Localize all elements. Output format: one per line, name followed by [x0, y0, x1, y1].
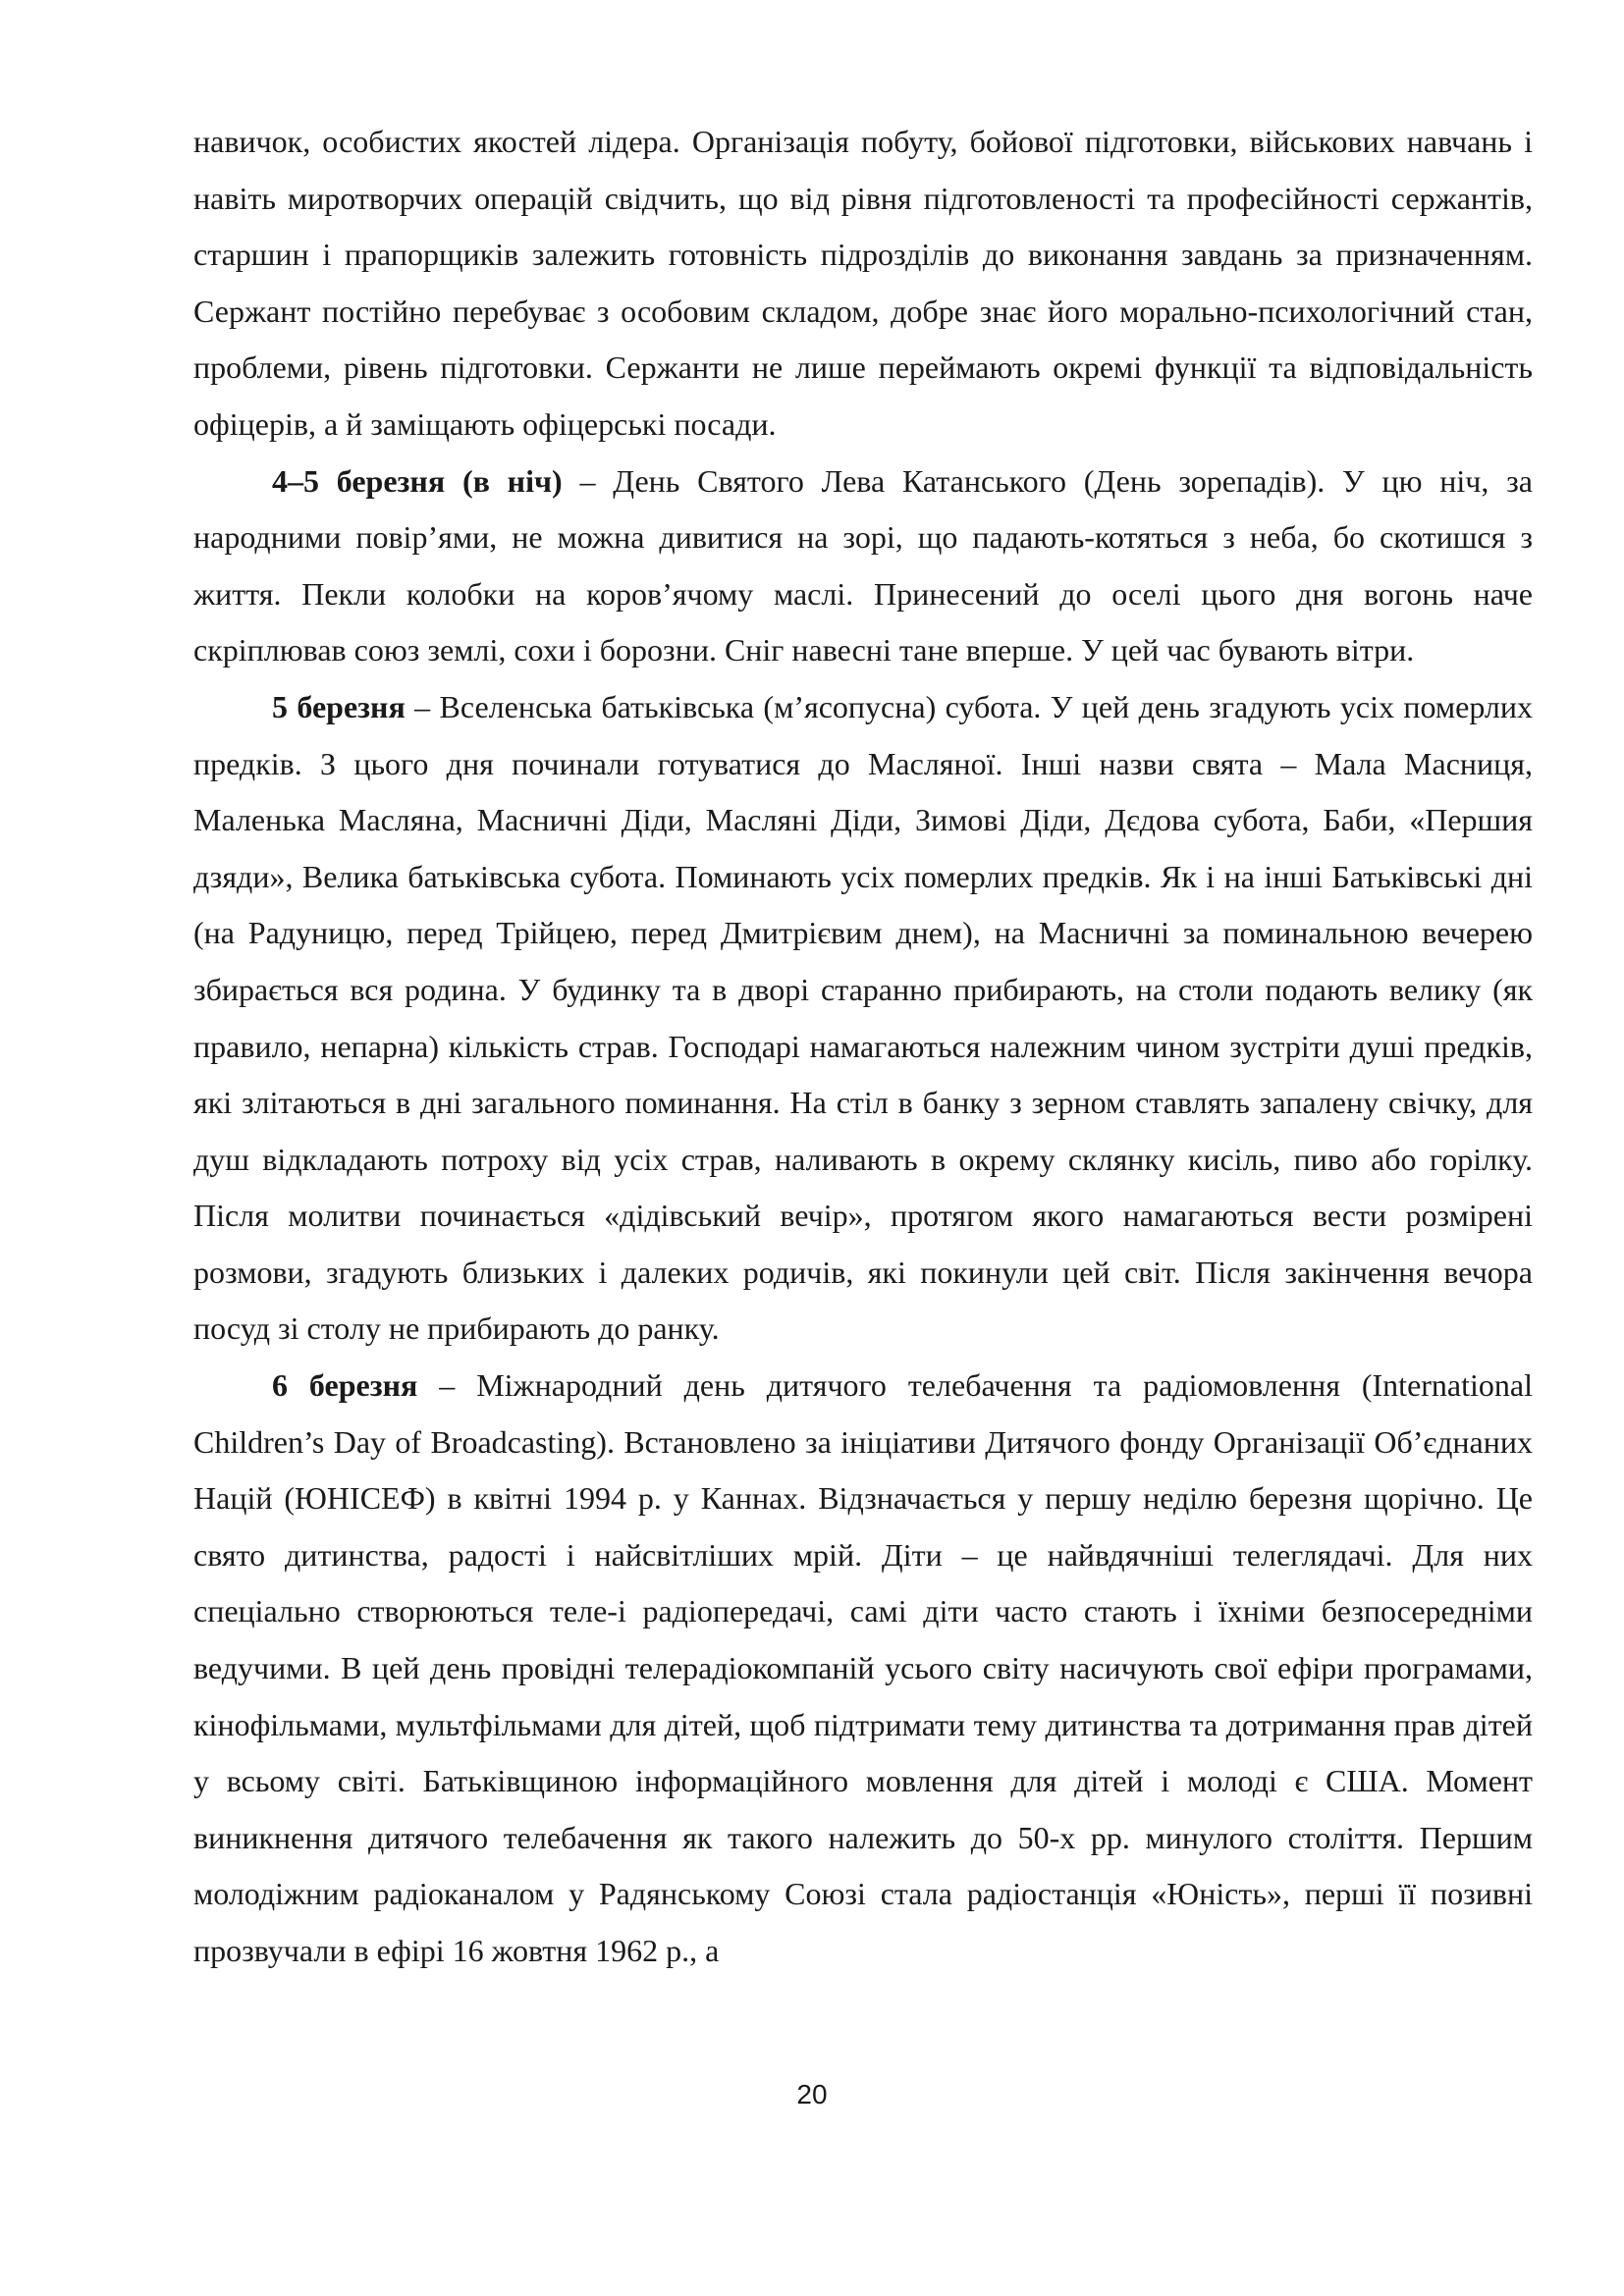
paragraph-date-heading: 4–5 березня (в ніч): [272, 462, 563, 499]
page-number: 20: [796, 2079, 828, 2109]
paragraph-text: – Вселенська батьківська (м’ясопусна) субота. У цей день згадують усіх померлих предків. З цього дня починали готуватися до Масляної. Інші назви свята – Мала Масниця, Маленька Масляна, Масничні Діди, Масляні Діди, Зимові Діди, Дєдова субота, Баби, «Першия дзяди», Велика батьківська субота. Поминають усіх померлих предків. Як і на інші Батьківські дні (на Радуницю, перед Трійцею, перед Дмитрієвим днем), на Масничні за поминальною вечерею збирається вся родина. У будинку та в дворі старанно прибирають, на столи подають велику (як правило, непарна) кількість страв. Господарі намагаються належним чином зустріти душі предків, які злітаються в дні загального поминання. На стіл в банку з зерном ставлять запалену свічку, для душ відкладають потроху від усіх страв, наливають в окрему склянку кисіль, пиво або горілку. Після молитви починається «дідівський вечір», протягом якого намагаються вести розмірені розмови, згадують близьких і далеких родичів, які покинули цей світ. Після закінчення вечора посуд зі столу не прибирають до ранку.: [193, 688, 1533, 1347]
paragraph-parents-saturday: [193, 679, 1533, 1358]
paragraph-date-heading: 6 березня: [272, 1367, 418, 1404]
paragraph-text: – День Святого Лева Катанського (День зорепадів). У цю ніч, за народними повір’ями, не можна дивитися на зорі, що падають-котяться з неба, бо скотишся з життя. Пекли колобки на коров’ячому маслі. Принесений до оселі цього дня вогонь наче скріплював союз землі, сохи і борозни. Сніг навесні тане вперше. У цей час бувають вітри.: [193, 462, 1534, 668]
paragraph-continuation: [193, 114, 1533, 454]
paragraph-date-heading: 5 березня: [272, 688, 406, 724]
paragraph-text: – Міжнародний день дитячого телебачення та радіомовлення (International Children’s Day of Broadcasting). Встановлено за ініціативи Дитячого фонду Організації Об’єднаних Націй (ЮНІСЕФ) в квітні 1994 р. у Каннах. Відзначається у першу неділю березня щорічно. Це свято дитинства, радості і найсвітліших мрій. Діти – це найвдячніші телеглядачі. Для них спеціально створюються теле-і радіопередачі, самі діти часто стають і їхніми безпосередніми ведучими. В цей день провідні телерадіокомпаній усього світу насичують свої ефіри програмами, кінофільмами, мультфільмами для дітей, щоб підтримати тему дитинства та дотримання прав дітей у всьому світі. Батьківщиною інформаційного мовлення для дітей і молоді є США. Момент виникнення дитячого телебачення як такого належить до 50-х рр. минулого століття. Першим молодіжним радіоканалом у Радянському Союзі стала радіостанція «Юність», перші її позивні прозвучали в ефірі 16 жовтня 1962 р., а: [193, 1367, 1534, 1968]
paragraph-lev-katanskyi-day: [193, 454, 1533, 679]
body-text: [193, 114, 1533, 1980]
paragraph-childrens-broadcasting-day: [193, 1358, 1533, 1980]
paragraph-text: навичок, особистих якостей лідера. Організація побуту, бойової підготовки, військових навчань і навіть миротворчих операцій свідчить, що від рівня підготовленості та професійності сержантів, старшин і прапорщиків залежить готовність підрозділів до виконання завдань за призначенням. Сержант постійно перебуває з особовим складом, добре знає його морально-психологічний стан, проблеми, рівень підготовки. Сержанти не лише переймають окремі функції та відповідальність офіцерів, а й заміщають офіцерські посади.: [193, 124, 1533, 442]
